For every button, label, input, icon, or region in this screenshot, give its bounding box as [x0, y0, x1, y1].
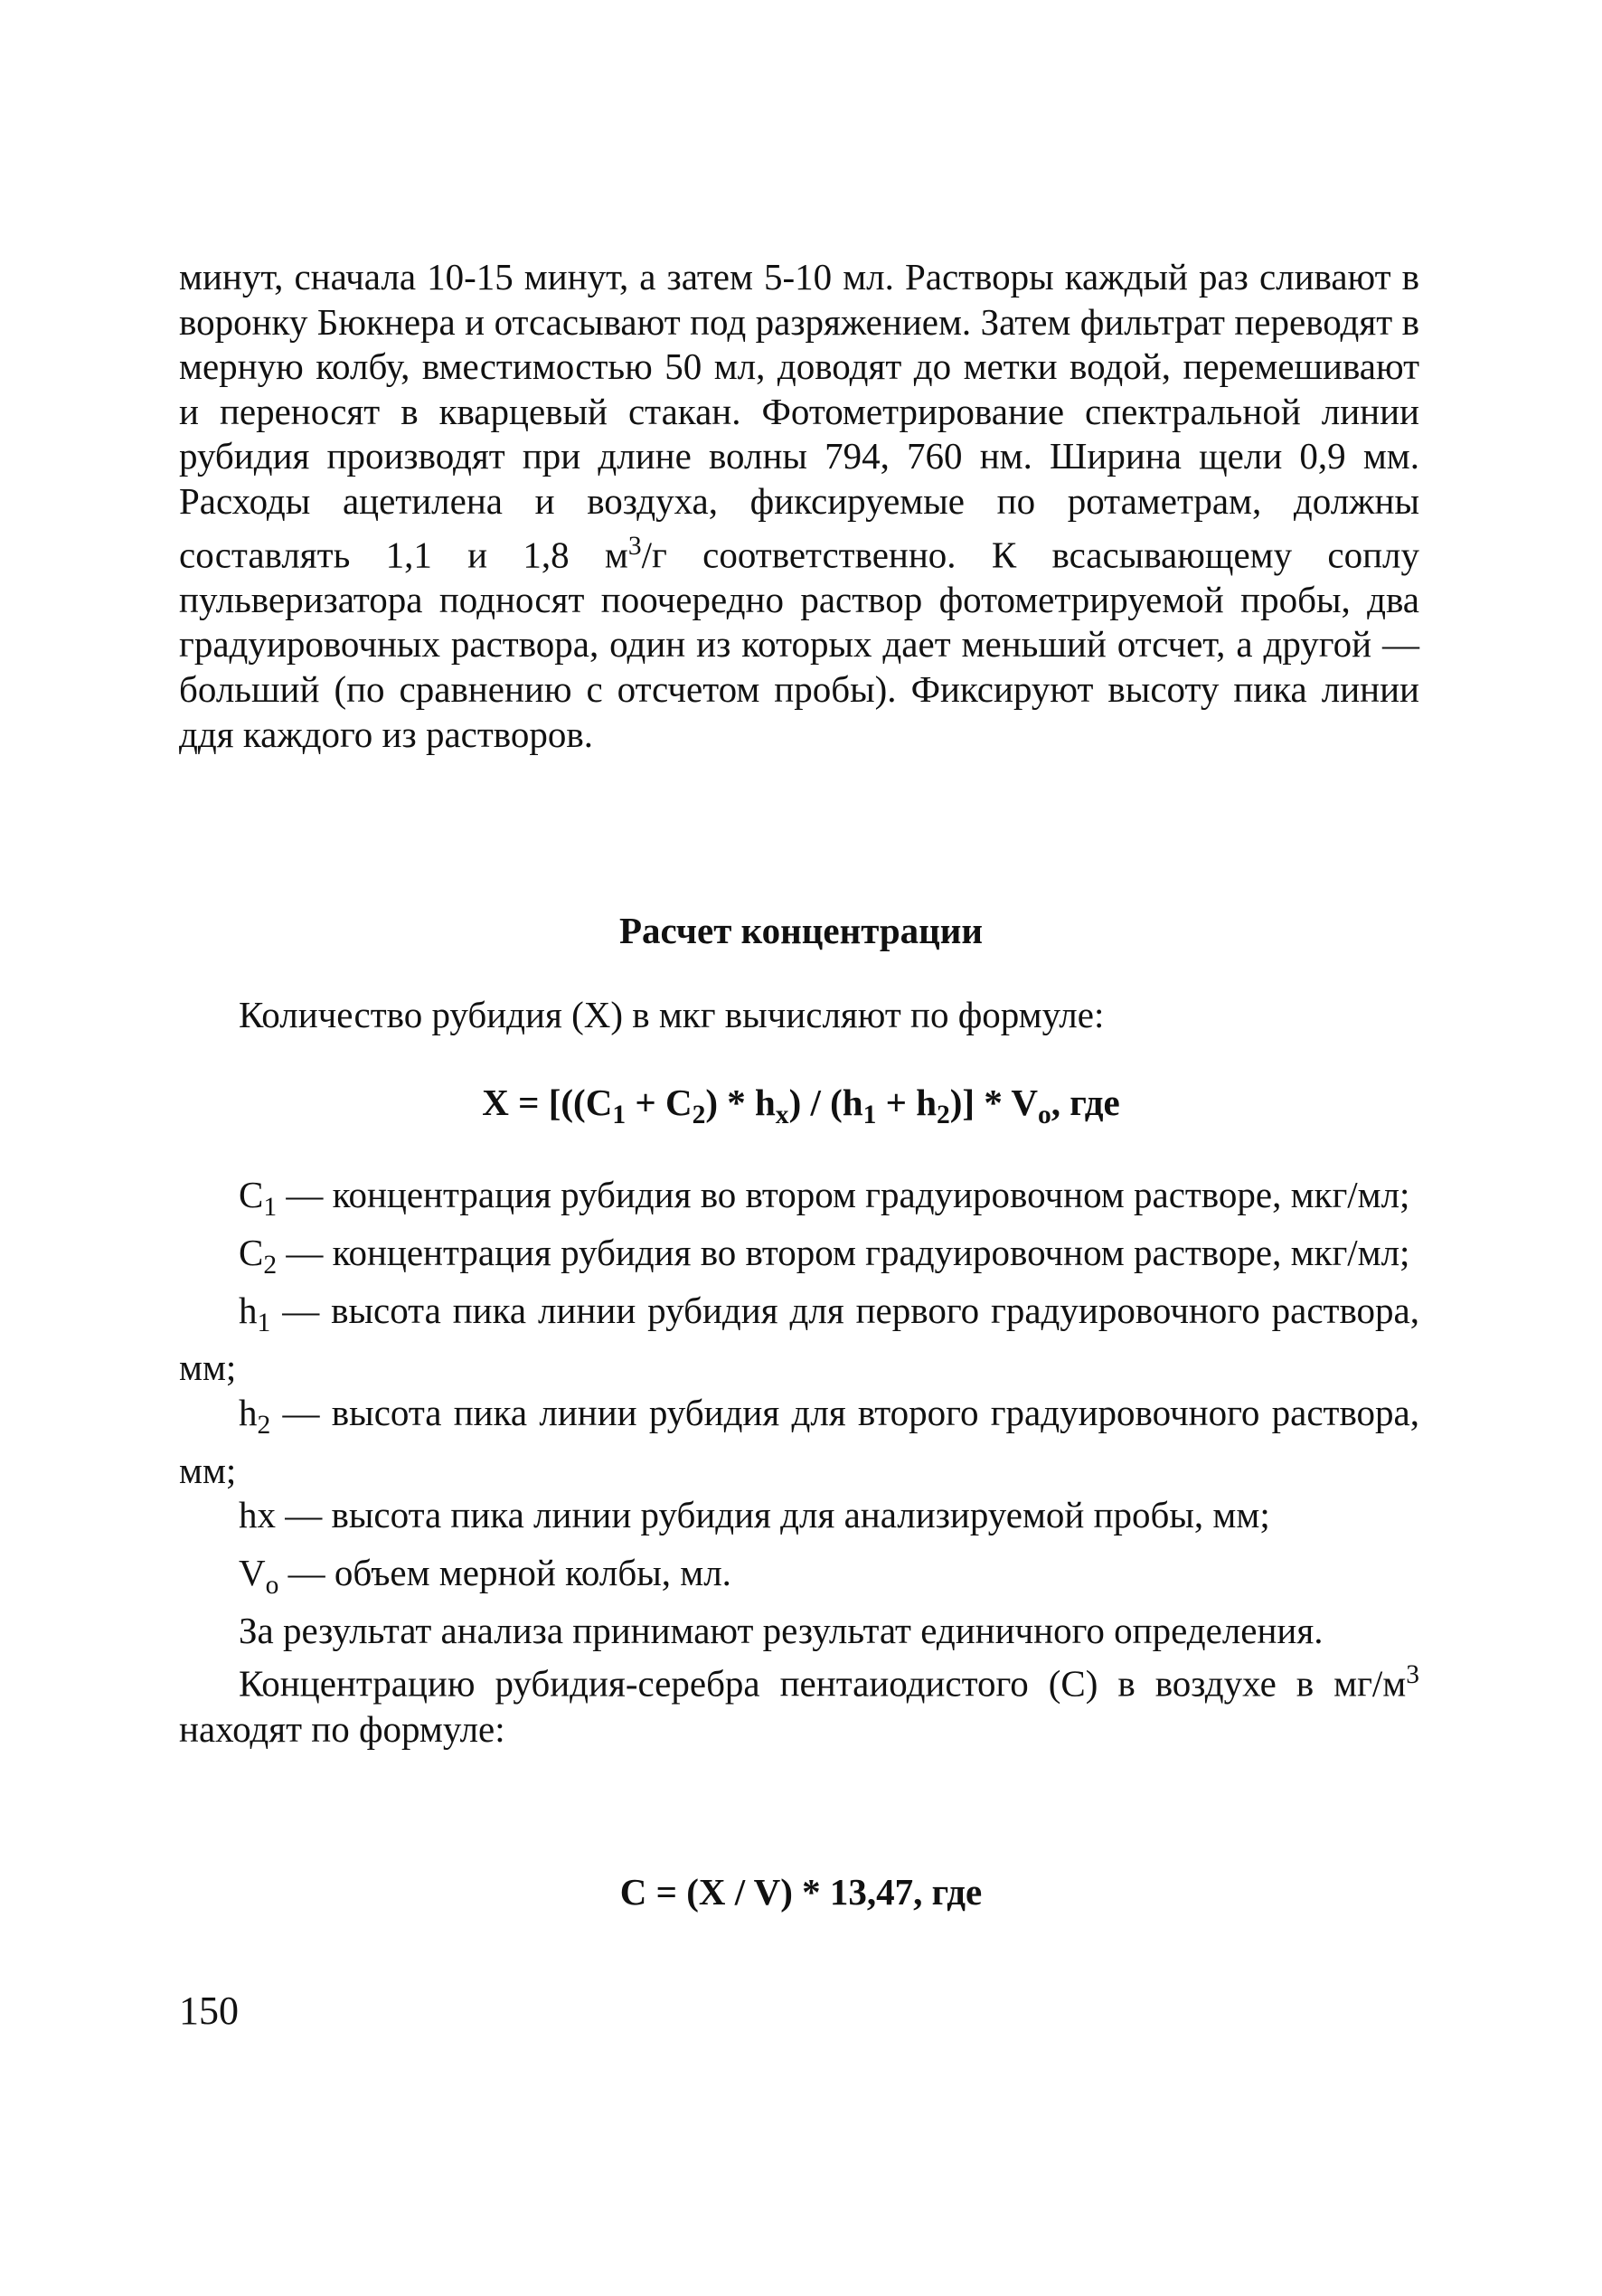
- definition-text: — объем мерной колбы, мл.: [278, 1552, 731, 1594]
- definition-item: [179, 1289, 1419, 1391]
- formula-x-part: X = [((C: [482, 1082, 613, 1123]
- definition-text: — концентрация рубидия во втором градуировочном растворе, мкг/мл;: [277, 1231, 1410, 1273]
- definition-item: [179, 1551, 1419, 1609]
- formula-x-part: ) / (h: [788, 1082, 863, 1123]
- formula-x-part: + h: [876, 1082, 937, 1123]
- intro-tail-text: /г соответственно. К всасывающему соплу пульверизатора подносят поочередно раствор фотометрируемой пробы, два градуировочных раствора, один из которых дает меньший отсчет, а другой — больший (по сравнению с отсчетом пробы). Фиксируют высоту пика линии ддя каждого из растворов.: [179, 534, 1419, 755]
- formula-intro: [179, 993, 1419, 1038]
- intro-paragraph: [179, 255, 1419, 757]
- definition-symbol: h: [239, 1289, 258, 1331]
- formula-x-sub: x: [775, 1101, 789, 1130]
- definition-item: [179, 1173, 1419, 1231]
- concentration-paragraph: [179, 1653, 1419, 1752]
- formula-x-part: ) * h: [705, 1082, 776, 1123]
- definition-item: [179, 1231, 1419, 1289]
- definition-text: — концентрация рубидия во втором градуировочном растворе, мкг/мл;: [277, 1174, 1410, 1215]
- formula-intro-text: Количество рубидия (X) в мкг вычисляют по формуле:: [239, 994, 1105, 1035]
- section-heading: Расчет концентрации: [618, 910, 984, 951]
- concentration-text: Концентрацию рубидия-серебра пентаиодистого (С) в воздухе в мг/м: [239, 1663, 1407, 1705]
- definition-item: [179, 1391, 1419, 1493]
- definition-subscript: o: [265, 1571, 279, 1601]
- result-paragraph: За результат анализа принимают результат единичного определения.: [239, 1609, 1324, 1651]
- concentration-superscript: 3: [1406, 1660, 1419, 1690]
- definition-symbol: C: [239, 1174, 264, 1215]
- formula-x-sub: 1: [862, 1101, 877, 1130]
- definition-subscript: 1: [263, 1193, 278, 1223]
- definition-subscript: 2: [257, 1411, 271, 1441]
- formula-x-sub: 2: [692, 1101, 706, 1130]
- concentration-text-tail: находят по формуле:: [179, 1707, 505, 1750]
- definitions-list: [179, 1173, 1419, 1752]
- definition-symbol: C: [239, 1231, 264, 1273]
- definition-text: — высота пика линии рубидия для второго градуировочного раствора, мм;: [179, 1391, 1419, 1491]
- formula-x-part: + C: [626, 1082, 693, 1123]
- intro-text: минут, сначала 10-15 минут, а затем 5-10 мл. Растворы каждый раз сливают в воронку Бюкнера и отсасывают под разряжением. Затем фильтрат переводят в мерную колбу, вместимостью 50 мл, доводят до метки водой, перемешивают и переносят в кварцевый стакан. Фотометрирование спектральной линии рубидия производят при длине волны 794, 760 нм. Ширина щели 0,9 мм. Расходы ацетилена и воздуха, фиксируемые по ротаметрам, должны составлять 1,1 и 1,8 м: [179, 256, 1419, 576]
- definition-text: — высота пика линии рубидия для первого градуировочного раствора, мм;: [179, 1289, 1419, 1389]
- definition-subscript: 1: [257, 1308, 271, 1337]
- formula-x-part: , где: [1051, 1082, 1120, 1123]
- formula-x-sub: 2: [937, 1101, 950, 1130]
- definition-symbol: hx: [239, 1494, 276, 1536]
- intro-superscript: 3: [627, 531, 642, 561]
- definition-symbol: h: [239, 1391, 258, 1433]
- formula-x-sub: o: [1037, 1101, 1051, 1130]
- definition-subscript: 2: [263, 1250, 278, 1280]
- definition-symbol: V: [239, 1552, 266, 1594]
- page-number: 150: [179, 1989, 239, 2033]
- definition-item: [179, 1493, 1419, 1551]
- definition-text: — высота пика линии рубидия для анализируемой пробы, мм;: [276, 1494, 1270, 1536]
- formula-x-part: )] * V: [949, 1082, 1038, 1123]
- formula-c: C = (X / V) * 13,47, где: [619, 1871, 983, 1913]
- formula-x: [0, 1081, 1602, 1130]
- formula-x-sub: 1: [612, 1101, 627, 1130]
